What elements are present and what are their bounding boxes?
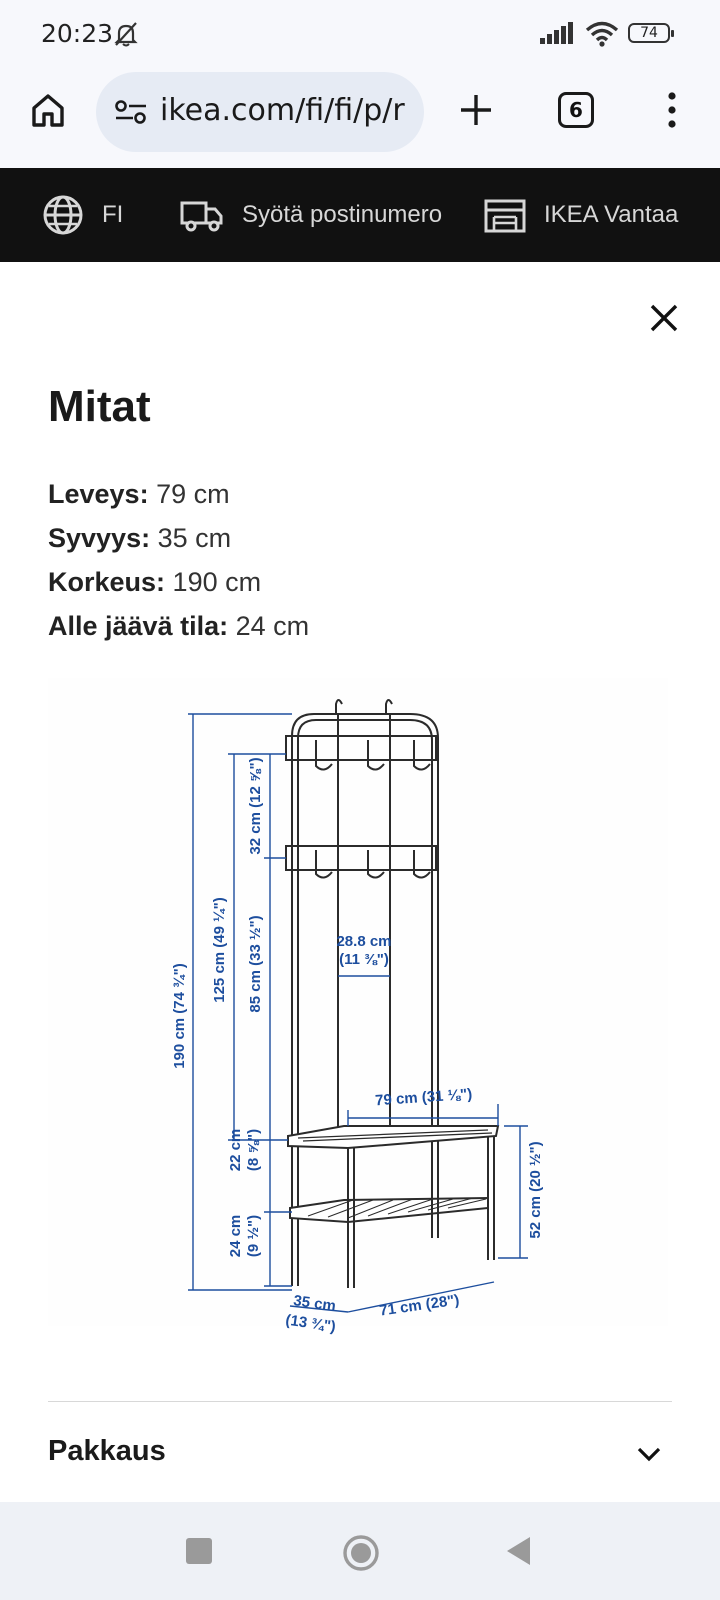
dimension-diagram <box>48 678 668 1326</box>
battery-indicator: 74 <box>628 23 670 43</box>
language-selector[interactable] <box>42 194 123 236</box>
browser-toolbar <box>0 64 720 168</box>
section-divider <box>48 1401 672 1402</box>
site-settings-icon[interactable] <box>114 98 148 131</box>
label-bench-gap-cm: 22 cm <box>227 1128 244 1172</box>
chevron-down-icon[interactable] <box>636 1446 662 1467</box>
home-button[interactable] <box>28 90 68 130</box>
dimension-value: 35 cm <box>157 523 232 553</box>
label-floor-gap-in: (9 ½") <box>245 1214 262 1258</box>
delivery-truck-icon <box>180 197 224 233</box>
dimension-label: Leveys: <box>48 479 149 509</box>
store-label: IKEA Vantaa <box>544 201 679 228</box>
lower-hooks <box>316 850 430 878</box>
dimensions-sheet <box>0 262 720 1502</box>
tab-switcher-button[interactable]: 6 <box>558 92 594 128</box>
back-icon[interactable] <box>504 1534 532 1573</box>
label-hook-gap: 32 cm (12 ⅝") <box>247 757 264 855</box>
dimension-value: 24 cm <box>235 611 310 641</box>
wifi-icon <box>585 21 619 52</box>
status-bar <box>0 0 720 64</box>
label-bench-gap-in: (8 ⅝") <box>245 1128 262 1172</box>
recents-icon[interactable] <box>186 1538 212 1564</box>
label-inner-width-cm: 28.8 cm <box>336 933 392 950</box>
postcode-selector[interactable] <box>180 194 442 236</box>
bell-muted-icon <box>112 20 140 53</box>
label-bench-height: 52 cm (20 ½") <box>527 1141 544 1239</box>
sheet-title: Mitat <box>48 382 151 431</box>
label-frame-width: 71 cm (28") <box>378 1291 461 1320</box>
package-section-toggle[interactable]: Pakkaus <box>48 1435 166 1467</box>
store-icon <box>484 197 526 233</box>
site-header <box>0 168 720 262</box>
dimension-value: 79 cm <box>156 479 230 509</box>
frame-left-upright-inner <box>298 720 316 1286</box>
dimension-value: 190 cm <box>172 567 262 597</box>
home-circle-icon[interactable] <box>342 1534 380 1577</box>
label-depth-in: (13 ¾") <box>284 1311 337 1336</box>
dimension-width <box>48 472 309 516</box>
dimension-clearance <box>48 604 309 648</box>
globe-icon <box>42 194 84 236</box>
label-floor-gap-cm: 24 cm <box>227 1214 244 1258</box>
signal-icon <box>540 22 574 49</box>
label-rail-height: 85 cm (33 ½") <box>247 915 264 1013</box>
store-selector[interactable] <box>484 194 678 236</box>
system-nav-bar <box>0 1502 720 1600</box>
language-label: FI <box>102 201 124 228</box>
dimension-height <box>48 560 309 604</box>
frame-left-upright <box>292 714 314 1286</box>
frame-right-upright <box>410 714 438 1188</box>
status-time: 20:23 <box>41 19 114 48</box>
url-text: ikea.com/fi/fi/p/r <box>160 93 405 128</box>
postcode-label: Syötä postinumero <box>242 201 443 228</box>
label-depth-cm-text: 35 cm <box>292 1292 337 1315</box>
dimension-label: Alle jäävä tila: <box>48 611 229 641</box>
new-tab-button[interactable] <box>456 90 496 130</box>
address-bar[interactable] <box>96 72 424 152</box>
more-menu-icon[interactable] <box>662 90 682 130</box>
label-bench-width: 79 cm (31 ⅛") <box>374 1085 473 1110</box>
label-total-height: 190 cm (74 ¾") <box>171 963 188 1069</box>
dimension-label: Korkeus: <box>48 567 166 597</box>
dimension-depth <box>48 516 309 560</box>
dimension-label: Syvyys: <box>48 523 151 553</box>
label-upper-height: 125 cm (49 ¼") <box>211 897 228 1003</box>
close-icon[interactable] <box>644 298 684 338</box>
diagram-bottom-labels <box>48 1266 468 1336</box>
label-inner-width-in: (11 ⅜") <box>339 951 389 968</box>
dimension-list <box>48 472 309 648</box>
